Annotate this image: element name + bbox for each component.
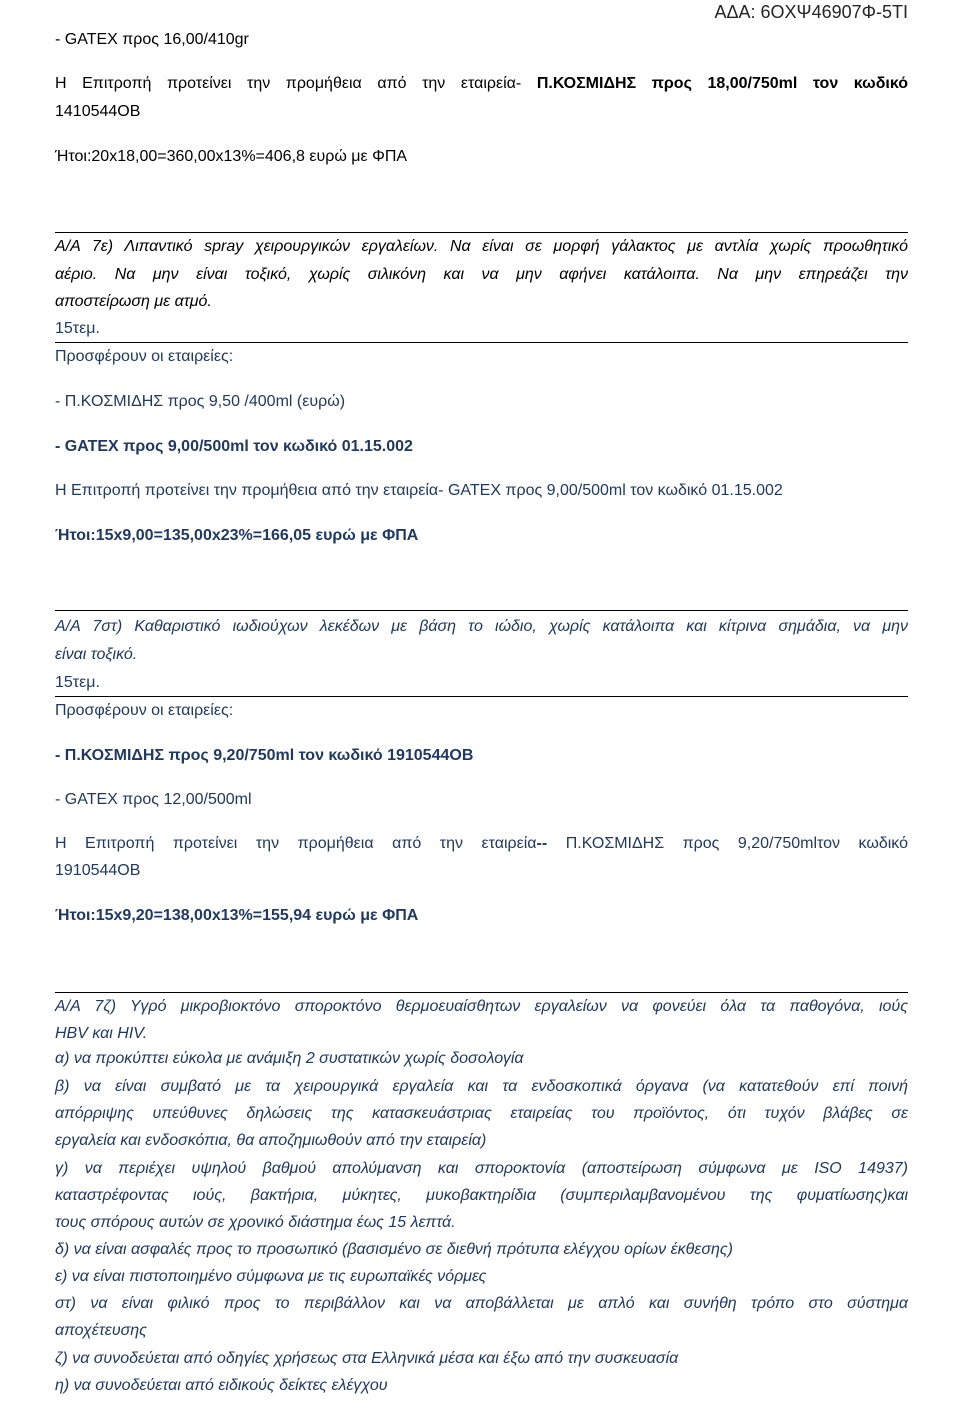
spec-b-cont: απόρριψης υπεύθυνες δηλώσεις της κατασκευάστριας εταιρείας του προϊόντος, ότι τυχόν βλάβες σε xyxy=(55,1105,908,1122)
spec-g: γ) να περιέχει υψηλού βαθμού απολύμανση και σποροκτονία (αποστείρωση σύμφωνα με ISO 14937) xyxy=(55,1160,908,1177)
item-7st-quantity: 15τεμ. xyxy=(55,674,100,691)
offer-kosmidis: - Π.ΚΟΣΜΙΔΗΣ προς 9,50 /400ml (ευρώ) xyxy=(55,393,346,410)
proposal-code: 1410544ΟΒ xyxy=(55,103,141,120)
section-divider xyxy=(55,610,908,611)
proposal-supplier: Π.ΚΟΣΜΙΔΗΣ προς 9,20/750mlτον κωδικό xyxy=(547,835,908,852)
item-7z-title-end: HBV και HIV. xyxy=(55,1025,148,1042)
proposal-text: Η Επιτροπή προτείνει την προμήθεια από την εταιρεία xyxy=(55,835,537,852)
item-7e-title: Α/Α 7ε) Λιπαντικό spray χειρουργικών εργαλείων. Να είναι σε μορφή γάλακτος με αντλία χωρίς προωθητικό xyxy=(55,238,908,255)
offer-kosmidis: - Π.ΚΟΣΜΙΔΗΣ προς 9,20/750ml τον κωδικό 1910544ΟΒ xyxy=(55,747,474,764)
proposal-dash: -- xyxy=(536,835,548,852)
total-line: Ήτοι:20x18,00=360,00x13%=406,8 ευρώ με ΦΠΑ xyxy=(55,148,408,165)
proposal-line xyxy=(55,73,908,95)
item-7e-desc-end: αποστείρωση με ατμό. xyxy=(55,293,212,310)
committee-proposal xyxy=(55,833,908,855)
proposal-code: 1910544ΟΒ xyxy=(55,862,141,879)
item-7z-title: Α/Α 7ζ) Υγρό μικροβιοκτόνο σποροκτόνο θερμοευαίσθητων εργαλείων να φονεύει όλα τα παθογόνα, ιούς xyxy=(55,998,908,1015)
gatex-offer-line: - GATEX προς 16,00/410gr xyxy=(55,31,249,48)
spec-st: στ) να είναι φιλικό προς το περιβάλλον και να αποβάλλεται με απλό και συνήθη τρόπο στο σύστημα xyxy=(55,1295,908,1312)
item-7st-desc: είναι τοξικό. xyxy=(55,646,138,663)
spec-e: ε) να είναι πιστοποιημένο σύμφωνα με τις ευρωπαϊκές νόρμες xyxy=(55,1268,487,1285)
section-divider xyxy=(55,992,908,993)
spec-b: β) να είναι συμβατό με τα χειρουργικά εργαλεία και τα ενδοσκοπικά όργανα (να κατατεθούν επί ποινή xyxy=(55,1078,908,1095)
offer-gatex: - GATEX προς 12,00/500ml xyxy=(55,791,252,808)
spec-st-end: αποχέτευσης xyxy=(55,1322,147,1339)
total-line: Ήτοι:15x9,20=138,00x13%=155,94 ευρώ με ΦΠΑ xyxy=(55,907,419,924)
spec-b-end: εργαλεία και ενδοσκόπια, θα αποζημιωθούν από την εταιρεία) xyxy=(55,1132,487,1149)
item-7e-desc: αέριο. Να μην είναι τοξικό, χωρίς σιλικόνη και να μην αφήνει κατάλοιπα. Να μην επηρεάζει την xyxy=(55,266,908,283)
total-line: Ήτοι:15x9,00=135,00x23%=166,05 ευρώ με ΦΠΑ xyxy=(55,527,419,544)
spec-g-cont: καταστρέφοντας ιούς, βακτήρια, μύκητες, μυκοβακτηρίδια (συμπεριλαμβανομένου της φυματίωσης)και xyxy=(55,1187,908,1204)
proposal-supplier: Π.ΚΟΣΜΙΔΗΣ προς 18,00/750ml τον κωδικό xyxy=(536,75,909,92)
spec-g-end: τους σπόρους αυτών σε χρονικό διάστημα έως 15 λεπτά. xyxy=(55,1214,456,1231)
divider xyxy=(55,342,908,343)
ada-code: ΑΔΑ: 6ΟΧΨ46907Φ-5ΤΙ xyxy=(714,2,908,22)
divider xyxy=(55,696,908,697)
item-7st-title: Α/Α 7στ) Καθαριστικό ιωδιούχων λεκέδων με βάση το ιώδιο, χωρίς κατάλοιπα και κίτρινα σημάδια, να μην xyxy=(55,618,908,635)
offers-heading: Προσφέρουν οι εταιρείες: xyxy=(55,702,234,719)
spec-d: δ) να είναι ασφαλές προς το προσωπικό (βασισμένο σε διεθνή πρότυπα ελέγχου ορίων έκθεσης) xyxy=(55,1241,733,1258)
proposal-text: Η Επιτροπή προτείνει την προμήθεια από την εταιρεία- xyxy=(55,75,537,92)
spec-a: α) να προκύπτει εύκολα με ανάμιξη 2 συστατικών χωρίς δοσολογία xyxy=(55,1050,524,1067)
spec-h: η) να συνοδεύεται από ειδικούς δείκτες ελέγχου xyxy=(55,1377,388,1394)
offer-gatex: - GATEX προς 9,00/500ml τον κωδικό 01.15.002 xyxy=(55,438,413,455)
offers-heading: Προσφέρουν οι εταιρείες: xyxy=(55,348,234,365)
item-7e-quantity: 15τεμ. xyxy=(55,320,100,337)
spec-z: ζ) να συνοδεύεται από οδηγίες χρήσεως στα Ελληνικά μέσα και έξω από την συσκευασία xyxy=(55,1350,679,1367)
committee-proposal: Η Επιτροπή προτείνει την προμήθεια από την εταιρεία- GATEX προς 9,00/500ml τον κωδικό 01.15.002 xyxy=(55,482,783,499)
section-divider xyxy=(55,232,908,233)
